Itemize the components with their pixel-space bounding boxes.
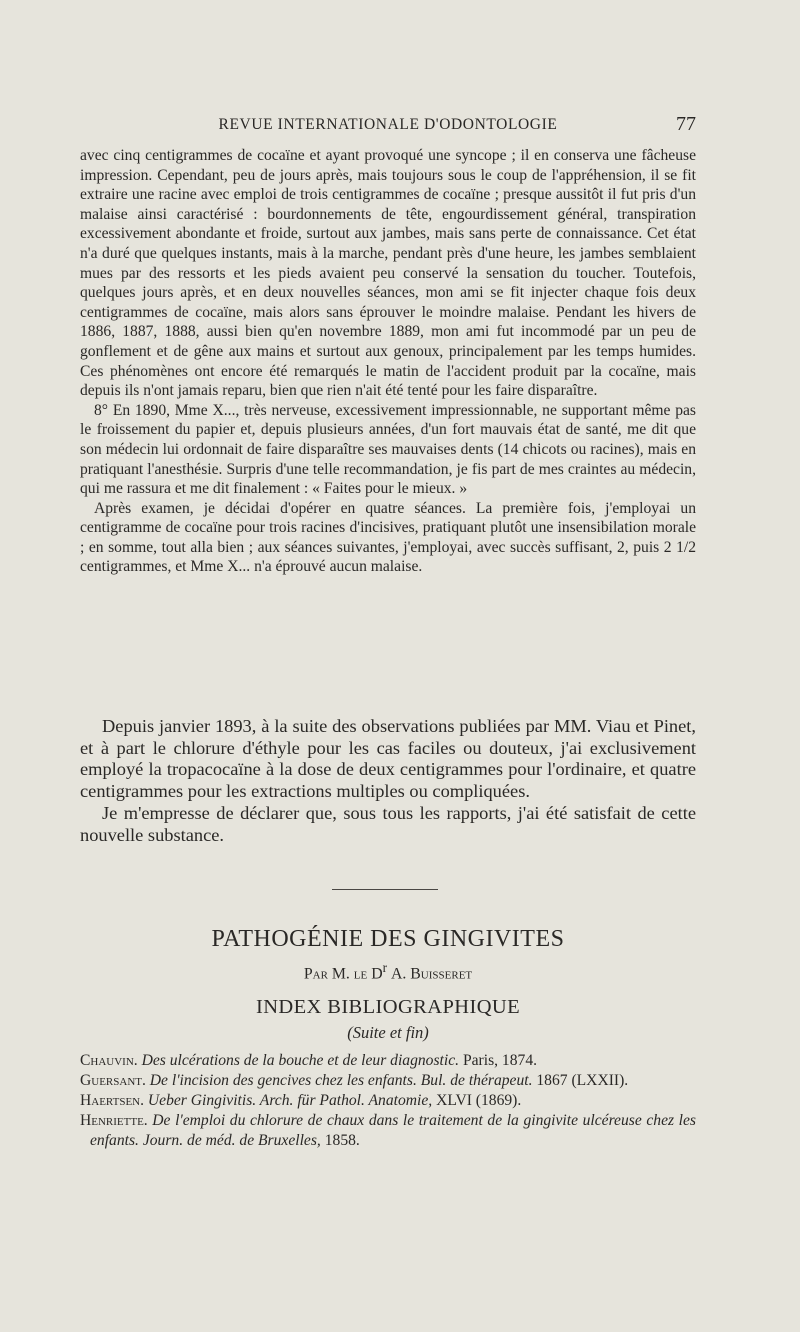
paragraph: Je m'empresse de déclarer que, sous tous les rapports, j'ai été satisfait de cette nouvelle substance. <box>80 802 696 845</box>
reference-title: Des ulcérations de la bouche et de leur diagnostic. <box>141 1052 460 1069</box>
reference-details: XLVI (1869). <box>432 1092 522 1109</box>
reference-item <box>80 1051 696 1071</box>
paragraph: Après examen, je décidai d'opérer en quatre séances. La première fois, j'employai un centigramme de cocaïne pour trois racines d'incisives, pratiquant plutôt une insensibilation morale ; en somme, tout alla bien ; aux séances suivantes, j'employai, avec succès suffisant, 2, puis 2 1/2 centigrammes, et Mme X... n'a éprouvé aucun malaise. <box>80 499 696 576</box>
conclusion-text <box>80 716 696 846</box>
reference-title: De l'emploi du chlorure de chaux dans le traitement de la gingivite ulcéreuse chez les enfants. Journ. de méd. de Bruxelles, <box>90 1112 696 1149</box>
journal-title: REVUE INTERNATIONALE D'ODONTOLOGIE <box>218 116 558 133</box>
case-observations <box>80 146 696 577</box>
reference-title: De l'incision des gencives chez les enfants. Bul. de thérapeut. <box>149 1072 533 1089</box>
index-title: INDEX BIBLIOGRAPHIQUE <box>255 996 521 1018</box>
paragraph: avec cinq centigrammes de cocaïne et ayant provoqué une syncope ; il en conserva une fâcheuse impression. Cependant, peu de jours après, mais toujours sous le coup de l'appréhension, il se fit extraire une racine avec emploi de trois centigrammes de cocaïne ; presque aussitôt il fut pris d'un malaise ainsi caractérisé : bourdonnements de tête, engourdissement général, transpiration excessivement abondante et froide, surtout aux jambes, mais sans perte de connaissance. Cet état n'a duré que quelques instants, mais à la marche, pendant près d'une heure, les jambes semblaient mues par des ressorts et les pieds avaient peu conservé la sensation du toucher. Toutefois, quelques jours après, et en deux nouvelles séances, mon ami se fit injecter chaque fois deux centigrammes de cocaïne, mais alors sans éprouver le moindre malaise. Pendant les hivers de 1886, 1887, 1888, aussi bien qu'en novembre 1889, mon ami fut incommodé par un peu de gonflement et de gêne aux mains et surtout aux genoux, principalement par les temps humides. Ces phénomènes ont encore été remarqués le matin de l'accident produit par la cocaïne, mais depuis ils n'ont jamais reparu, bien que rien n'ait été tenté pour les faire disparaître. <box>80 147 696 400</box>
article-title: PATHOGÉNIE DES GINGIVITES <box>211 926 565 952</box>
paragraph: 8° En 1890, Mme X..., très nerveuse, excessivement impressionnable, ne supportant même pas le froissement du papier et, depuis plusieurs années, d'un fort mauvais état de santé, me dit que son médecin lui ordonnait de faire disparaître ses mauvaises dents (14 chicots ou racines), mais en pratiquant l'anesthésie. Surpris d'une telle recommandation, je fis part de mes craintes au médecin, qui me rassura et me dit finalement : « Faites pour le mieux. » <box>80 401 696 498</box>
byline-author: A. Buisseret <box>390 965 473 983</box>
index-subtitle: (Suite et fin) <box>347 1023 429 1042</box>
byline-sup: r <box>382 960 387 975</box>
section-divider <box>332 889 438 890</box>
reference-item <box>80 1091 696 1111</box>
paragraph: Depuis janvier 1893, à la suite des observations publiées par MM. Viau et Pinet, et à part le chlorure d'éthyle pour les cas faciles ou douteux, j'ai exclusivement employé la tropacocaïne à la dose de deux centigrammes pour l'ordinaire, et quatre centigrammes pour les extractions multiples ou compliquées. <box>80 716 696 802</box>
reference-item <box>80 1111 696 1151</box>
reference-author: Chauvin. <box>80 1052 138 1069</box>
running-header <box>80 113 696 137</box>
reference-details: 1867 (LXXII). <box>532 1072 629 1089</box>
byline-prefix: Par M. le D <box>303 965 383 983</box>
reference-title: Ueber Gingivitis. Arch. für Pathol. Anatomie, <box>147 1092 433 1109</box>
reference-author: Guersant. <box>80 1072 146 1089</box>
reference-details: Paris, 1874. <box>459 1052 538 1069</box>
reference-author: Henriette. <box>80 1112 148 1129</box>
byline <box>80 960 696 983</box>
reference-item <box>80 1071 696 1091</box>
page-number: 77 <box>676 113 696 135</box>
reference-author: Haertsen. <box>80 1092 144 1109</box>
reference-list <box>80 1051 696 1151</box>
reference-details: 1858. <box>320 1132 360 1149</box>
